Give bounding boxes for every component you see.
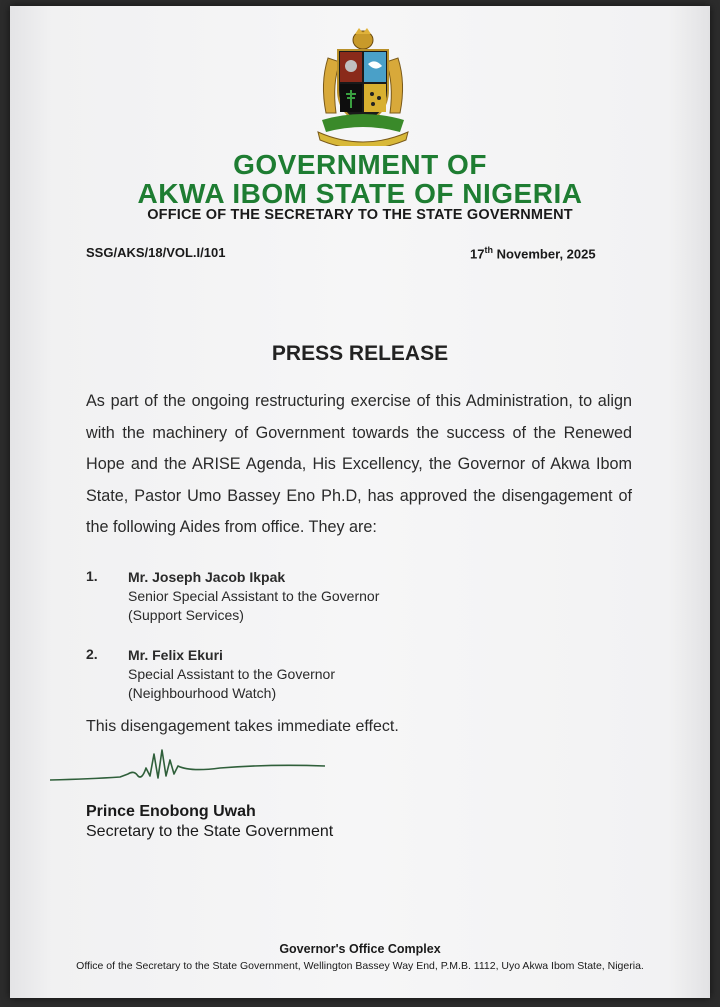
state-coat-of-arms-logo <box>310 28 416 146</box>
government-heading-line2: AKWA IBOM STATE OF NIGERIA <box>137 178 583 209</box>
signatory-title: Secretary to the State Government <box>86 823 334 840</box>
aide-name: Mr. Felix Ekuri <box>128 647 223 663</box>
aide-position: Senior Special Assistant to the Governor <box>128 588 380 604</box>
body-paragraph: As part of the ongoing restructuring exercise of this Administration, to align with the machinery of Government towards the success of the Renewed Hope and the ARISE Agenda, His Excellency, the Governor of Akwa Ibom State, Pastor Umo Bassey Eno Ph.D, has approved the disengagement of the following Aides from office. They are: <box>86 392 632 536</box>
list-number: 1. <box>86 568 98 584</box>
handwritten-signature <box>50 746 330 792</box>
list-number: 2. <box>86 646 98 662</box>
document-title: PRESS RELEASE <box>271 342 449 365</box>
office-subheading: OFFICE OF THE SECRETARY TO THE STATE GOVERNMENT <box>147 207 573 223</box>
reference-number: SSG/AKS/18/VOL.I/101 <box>86 245 226 260</box>
footer-title: Governor's Office Complex <box>279 942 441 956</box>
effect-statement: This disengagement takes immediate effect. <box>86 718 399 735</box>
government-heading-line1: GOVERNMENT OF <box>233 149 487 180</box>
aide-position: Special Assistant to the Governor <box>128 666 335 682</box>
aide-portfolio: (Neighbourhood Watch) <box>128 685 277 701</box>
letter-date <box>470 245 596 261</box>
footer-address: Office of the Secretary to the State Government, Wellington Bassey Way End, P.M.B. 1112, Uyo Akwa Ibom State, Nigeria. <box>76 960 644 972</box>
date-month-year: November, 2025 <box>492 246 596 262</box>
aide-portfolio: (Support Services) <box>128 607 244 623</box>
date-suffix: th <box>484 245 493 255</box>
signatory-name: Prince Enobong Uwah <box>86 803 256 820</box>
aide-name: Mr. Joseph Jacob Ikpak <box>128 569 286 585</box>
date-day: 17 <box>470 246 485 262</box>
